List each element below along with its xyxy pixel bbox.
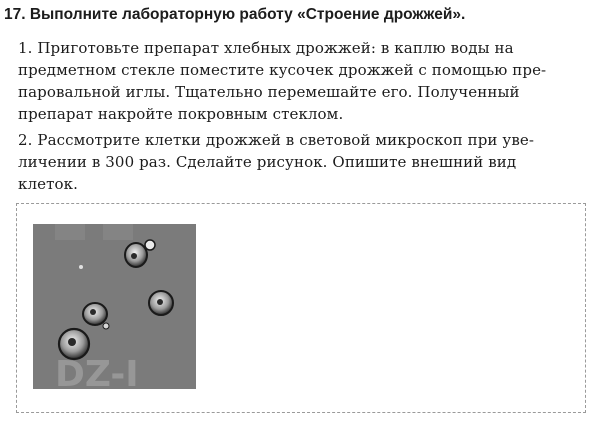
step-1-line: предметном стекле поместите кусочек дрожжей с помощью пре- xyxy=(18,61,547,79)
yeast-micrograph xyxy=(33,224,196,389)
yeast-cell-bud xyxy=(145,240,155,250)
yeast-cell xyxy=(125,243,147,267)
watermark-shape xyxy=(103,224,133,240)
step-1-line: 1. Приготовьте препарат хлебных дрожжей: в каплю воды на xyxy=(18,39,514,57)
step-2-paragraph xyxy=(18,129,588,195)
task-title: 17. Выполните лабораторную работу «Строение дрожжей». xyxy=(4,6,466,23)
watermark-text: DZ-I xyxy=(55,354,139,389)
step-1-paragraph xyxy=(18,37,588,125)
step-1-line: паровальной иглы. Тщательно перемешайте его. Полученный xyxy=(18,83,520,101)
watermark-shape xyxy=(55,224,85,240)
step-2-line: клеток. xyxy=(18,175,78,193)
step-1-line: препарат накройте покровным стеклом. xyxy=(18,105,344,123)
small-granule xyxy=(79,265,83,269)
step-2-line: личении в 300 раз. Сделайте рисунок. Опишите внешний вид xyxy=(18,153,517,171)
yeast-cell-bud xyxy=(103,323,109,329)
step-2-line: 2. Рассмотрите клетки дрожжей в световой микроскоп при уве- xyxy=(18,131,535,149)
yeast-cell xyxy=(149,291,173,315)
yeast-cell xyxy=(83,303,107,325)
micrograph-image xyxy=(33,224,196,389)
